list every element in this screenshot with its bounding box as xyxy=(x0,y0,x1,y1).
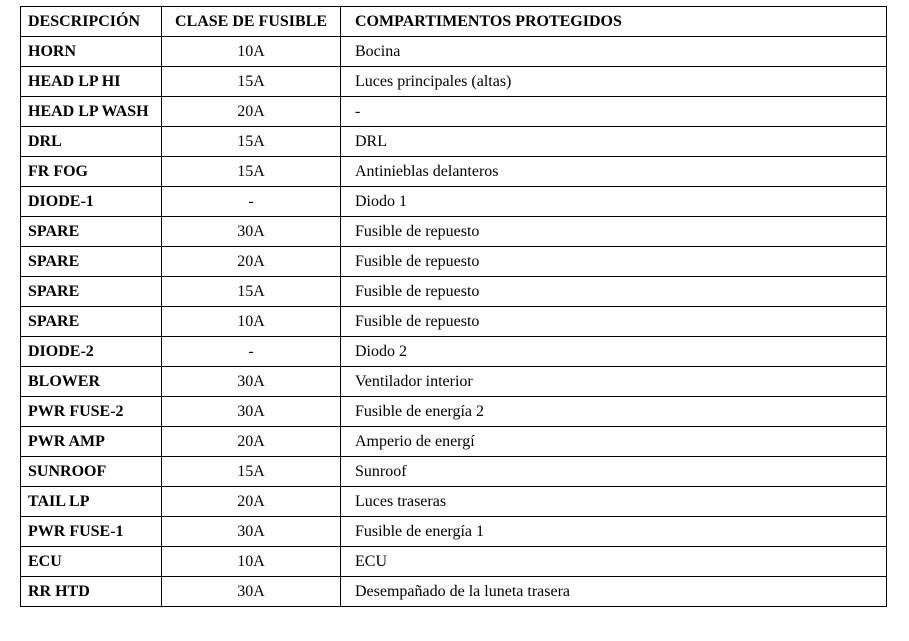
fuse-description-cell: FR FOG xyxy=(21,157,162,187)
fuse-rating-cell: 20A xyxy=(162,427,341,457)
fuse-description-cell: PWR AMP xyxy=(21,427,162,457)
protected-compartment-cell: Fusible de energía 1 xyxy=(341,517,887,547)
fuse-rating-cell: 20A xyxy=(162,487,341,517)
fuse-description-cell: SPARE xyxy=(21,277,162,307)
fuse-rating-cell: 30A xyxy=(162,577,341,607)
protected-compartment-cell: ECU xyxy=(341,547,887,577)
fuse-rating-cell: 15A xyxy=(162,457,341,487)
protected-compartment-cell: - xyxy=(341,97,887,127)
fuse-description-cell: BLOWER xyxy=(21,367,162,397)
header-protected-compartments: COMPARTIMENTOS PROTEGIDOS xyxy=(341,7,887,37)
table-row xyxy=(21,97,887,127)
protected-compartment-cell: Diodo 1 xyxy=(341,187,887,217)
protected-compartment-cell: Desempañado de la luneta trasera xyxy=(341,577,887,607)
fuse-description-cell: ECU xyxy=(21,547,162,577)
table-row xyxy=(21,487,887,517)
table-row xyxy=(21,397,887,427)
fuse-rating-cell: 30A xyxy=(162,367,341,397)
table-row xyxy=(21,67,887,97)
fuse-rating-cell: 15A xyxy=(162,67,341,97)
fuse-rating-cell: 10A xyxy=(162,307,341,337)
table-row xyxy=(21,457,887,487)
table-row xyxy=(21,577,887,607)
fuse-description-cell: HEAD LP HI xyxy=(21,67,162,97)
fuse-description-cell: DIODE-2 xyxy=(21,337,162,367)
fuse-rating-cell: 30A xyxy=(162,517,341,547)
protected-compartment-cell: Bocina xyxy=(341,37,887,67)
protected-compartment-cell: Luces traseras xyxy=(341,487,887,517)
header-fuse-class: CLASE DE FUSIBLE xyxy=(162,7,341,37)
fuse-description-cell: HORN xyxy=(21,37,162,67)
table-row xyxy=(21,427,887,457)
fuse-description-cell: DIODE-1 xyxy=(21,187,162,217)
protected-compartment-cell: Fusible de repuesto xyxy=(341,277,887,307)
table-row xyxy=(21,337,887,367)
protected-compartment-cell: Luces principales (altas) xyxy=(341,67,887,97)
fuse-description-cell: HEAD LP WASH xyxy=(21,97,162,127)
protected-compartment-cell: Diodo 2 xyxy=(341,337,887,367)
table-row xyxy=(21,367,887,397)
table-row xyxy=(21,217,887,247)
table-row xyxy=(21,37,887,67)
fuse-description-cell: PWR FUSE-1 xyxy=(21,517,162,547)
fuse-description-cell: PWR FUSE-2 xyxy=(21,397,162,427)
fuse-rating-cell: 30A xyxy=(162,217,341,247)
fuse-rating-cell: 10A xyxy=(162,37,341,67)
fuse-description-cell: SUNROOF xyxy=(21,457,162,487)
table-row xyxy=(21,157,887,187)
fuse-rating-cell: - xyxy=(162,337,341,367)
protected-compartment-cell: Amperio de energí xyxy=(341,427,887,457)
fuse-description-cell: RR HTD xyxy=(21,577,162,607)
fuse-rating-cell: 15A xyxy=(162,277,341,307)
fuse-description-cell: DRL xyxy=(21,127,162,157)
protected-compartment-cell: Fusible de repuesto xyxy=(341,307,887,337)
protected-compartment-cell: Sunroof xyxy=(341,457,887,487)
fuse-description-cell: SPARE xyxy=(21,247,162,277)
fuse-rating-cell: 15A xyxy=(162,157,341,187)
fuse-rating-cell: 10A xyxy=(162,547,341,577)
fuse-description-cell: SPARE xyxy=(21,307,162,337)
fuse-rating-cell: 20A xyxy=(162,97,341,127)
table-row xyxy=(21,307,887,337)
table-row xyxy=(21,127,887,157)
table-row xyxy=(21,277,887,307)
protected-compartment-cell: Fusible de energía 2 xyxy=(341,397,887,427)
header-description: DESCRIPCIÓN xyxy=(21,7,162,37)
table-header-row xyxy=(21,7,887,37)
fuse-description-cell: SPARE xyxy=(21,217,162,247)
fuse-rating-cell: 15A xyxy=(162,127,341,157)
fuse-rating-cell: 20A xyxy=(162,247,341,277)
fuse-description-cell: TAIL LP xyxy=(21,487,162,517)
protected-compartment-cell: Fusible de repuesto xyxy=(341,217,887,247)
protected-compartment-cell: Fusible de repuesto xyxy=(341,247,887,277)
protected-compartment-cell: DRL xyxy=(341,127,887,157)
fuse-rating-cell: - xyxy=(162,187,341,217)
protected-compartment-cell: Antinieblas delanteros xyxy=(341,157,887,187)
table-row xyxy=(21,517,887,547)
protected-compartment-cell: Ventilador interior xyxy=(341,367,887,397)
fuse-rating-cell: 30A xyxy=(162,397,341,427)
fuse-table xyxy=(20,6,887,607)
table-row xyxy=(21,547,887,577)
table-row xyxy=(21,187,887,217)
table-row xyxy=(21,247,887,277)
